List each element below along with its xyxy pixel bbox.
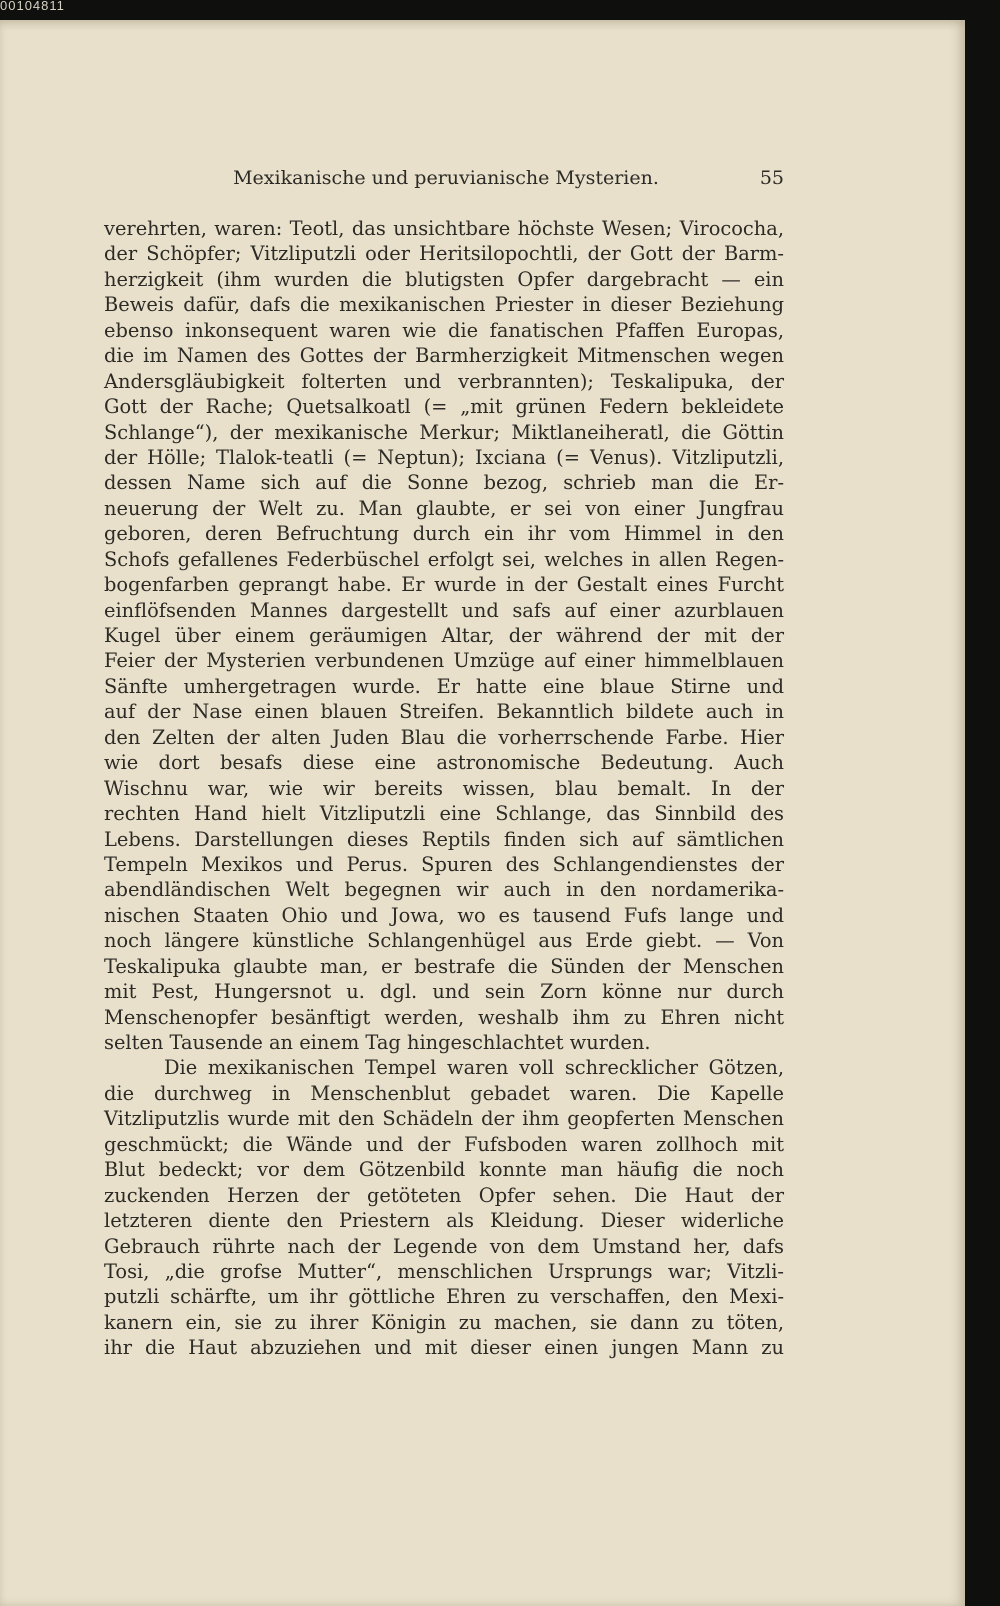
text-line: Tempeln Mexikos und Perus. Spuren des Schlangendienstes der (104, 852, 784, 876)
text-line: rechten Hand hielt Vitzliputzli eine Schlange, das Sinnbild des (104, 802, 784, 826)
text-line: wie dort besafs diese eine astronomische Bedeutung. Auch (104, 751, 784, 775)
text-line: geschmückt; die Wände und der Fufsboden waren zollhoch mit (104, 1132, 784, 1156)
book-page (0, 20, 965, 1606)
text-line: Sänfte umhergetragen wurde. Er hatte eine blaue Stirne und (104, 674, 784, 698)
text-line: Teskalipuka glaubte man, er bestrafe die Sünden der Menschen (104, 954, 784, 978)
paragraph-end-line: selten Tausende an einem Tag hingeschlachtet wurden. (104, 1031, 651, 1054)
text-line: neuerung der Welt zu. Man glaubte, er sei von einer Jungfrau (104, 496, 784, 520)
text-line: mit Pest, Hungersnot u. dgl. und sein Zorn könne nur durch (104, 980, 784, 1004)
text-line: verehrten, waren: Teotl, das unsichtbare höchste Wesen; Virococha, (104, 217, 784, 240)
text-line: letzteren diente den Priestern als Kleidung. Dieser widerliche (104, 1209, 784, 1233)
text-line: den Zelten der alten Juden Blau die vorherrschende Farbe. Hier (104, 725, 784, 749)
text-line: Gott der Rache; Quetsalkoatl (= „mit grünen Federn bekleidete (104, 395, 784, 419)
text-line: Tosi, „die grofse Mutter“, menschlichen Ursprungs war; Vitzli- (104, 1259, 784, 1283)
text-line: Feier der Mysterien verbundenen Umzüge auf einer himmelblauen (104, 649, 784, 673)
text-line: Vitzliputzlis wurde mit den Schädeln der ihm geopferten Menschen (104, 1107, 784, 1131)
page-header (104, 165, 784, 191)
text-line: Wischnu war, wie wir bereits wissen, blau bemalt. In der (104, 776, 784, 800)
scan-label: 00104811 (0, 0, 65, 12)
text-line: die durchweg in Menschenblut gebadet waren. Die Kapelle (104, 1081, 784, 1105)
text-line: dessen Name sich auf die Sonne bezog, schrieb man die Er- (104, 471, 784, 495)
text-line: geboren, deren Befruchtung durch ein ihr vom Himmel in den (104, 522, 784, 546)
text-line: noch längere künstliche Schlangenhügel aus Erde giebt. — Von (104, 929, 784, 953)
text-line: Lebens. Darstellungen dieses Reptils finden sich auf sämtlichen (104, 827, 784, 851)
text-line: Blut bedeckt; vor dem Götzenbild konnte man häufig die noch (104, 1158, 784, 1182)
text-line: zuckenden Herzen der getöteten Opfer sehen. Die Haut der (104, 1183, 784, 1207)
text-line: einflöfsenden Mannes dargestellt und safs auf einer azurblauen (104, 598, 784, 622)
text-line: Kugel über einem geräumigen Altar, der während der mit der (104, 624, 784, 647)
text-line: abendländischen Welt begegnen wir auch in den nordamerika- (104, 878, 784, 902)
text-line: ihr die Haut abzuziehen und mit dieser einen jungen Mann zu (104, 1336, 784, 1360)
text-line: bogenfarben geprangt habe. Er wurde in der Gestalt eines Furcht (104, 573, 784, 597)
text-line: Schlange“), der mexikanische Merkur; Miktlaneiheratl, die Göttin (104, 420, 784, 444)
text-line: Andersgläubigkeit folterten und verbrannten); Teskalipuka, der (104, 369, 784, 393)
text-line: der Hölle; Tlalok-teatli (= Neptun); Ixciana (= Venus). Vitzliputzli, (104, 445, 784, 469)
text-line: der Schöpfer; Vitzliputzli oder Heritsilopochtli, der Gott der Barm- (104, 242, 784, 266)
text-line: auf der Nase einen blauen Streifen. Bekanntlich bildete auch in (104, 700, 784, 724)
text-line: Schofs gefallenes Federbüschel erfolgt sei, welches in allen Regen- (104, 547, 784, 571)
running-title: Mexikanische und peruvianische Mysterien. (233, 167, 659, 189)
text-line: herzigkeit (ihm wurden die blutigsten Opfer dargebracht — ein (104, 267, 784, 291)
page-number: 55 (759, 167, 784, 189)
text-line: die im Namen des Gottes der Barmherzigkeit Mitmenschen wegen (104, 344, 784, 368)
text-line: putzli schärfte, um ihr göttliche Ehren zu verschaffen, den Mexi- (104, 1285, 784, 1309)
text-line: Beweis dafür, dafs die mexikanischen Priester in dieser Beziehung (104, 293, 784, 317)
text-line: kanern ein, sie zu ihrer Königin zu machen, sie dann zu töten, (104, 1310, 784, 1334)
text-line: nischen Staaten Ohio und Jowa, wo es tausend Fufs lange und (104, 903, 784, 927)
text-line: ebenso inkonsequent waren wie die fanatischen Pfaffen Europas, (104, 318, 784, 342)
paragraph-first-line: Die mexikanischen Tempel waren voll schrecklicher Götzen, (164, 1056, 784, 1080)
text-line: Gebrauch rührte nach der Legende von dem Umstand her, dafs (104, 1234, 784, 1258)
text-line: Menschenopfer besänftigt werden, weshalb ihm zu Ehren nicht (104, 1005, 784, 1029)
body-text (104, 216, 784, 1361)
